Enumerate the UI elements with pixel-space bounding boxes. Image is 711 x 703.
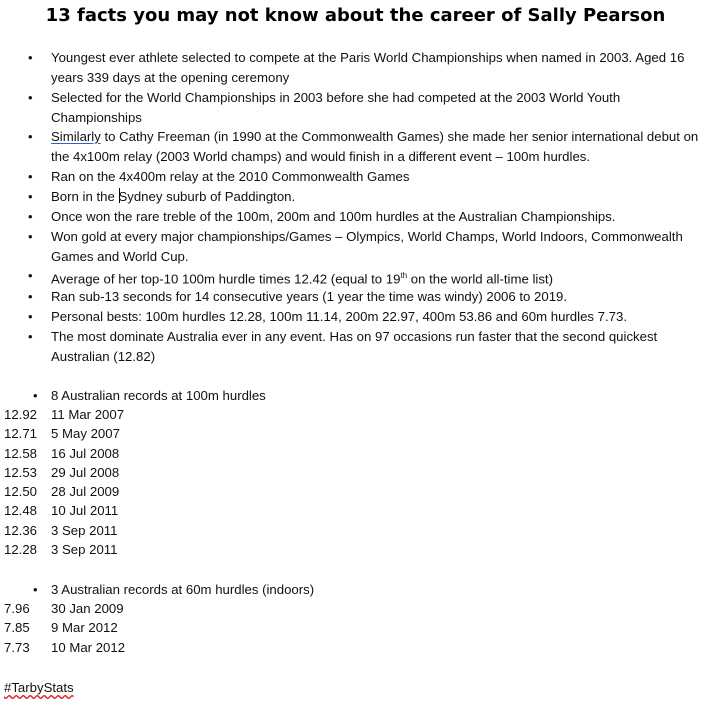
fact-text: Ran sub-13 seconds for 14 consecutive years (1 year the time was windy) 2006 to 2019. <box>51 289 568 304</box>
record-date: 9 Mar 2012 <box>51 620 118 635</box>
record-date: 30 Jan 2009 <box>51 601 124 616</box>
bullet-icon: • <box>28 329 33 344</box>
fact-text-part: Born in the <box>51 189 119 204</box>
record-time: 12.48 <box>4 503 38 518</box>
record-time: 7.85 <box>4 620 30 635</box>
bullet-icon: • <box>33 582 38 597</box>
fact-text: Selected for the World Championships in 2003 before she had competed at the 2003 World Youth Championships <box>51 90 621 125</box>
bullet-icon: • <box>28 268 33 283</box>
bullet-icon: • <box>28 209 33 224</box>
record-time: 12.58 <box>4 446 38 461</box>
record-date: 29 Jul 2008 <box>51 465 120 480</box>
record-time: 12.53 <box>4 465 38 480</box>
record-time: 12.71 <box>4 426 38 441</box>
fact-text-rest: to Cathy Freeman (in 1990 at the Commonwealth Games) she made her senior international debut on the 4x100m relay (2003 World champs) and would finish in a different event – 100m hurdles. <box>51 129 699 164</box>
bullet-icon: • <box>28 129 33 144</box>
fact-text <box>51 127 699 166</box>
bullet-icon: • <box>28 90 33 105</box>
bullet-icon: • <box>28 189 33 204</box>
fact-text <box>51 266 699 289</box>
bullet-icon: • <box>28 289 33 304</box>
fact-text: Personal bests: 100m hurdles 12.28, 100m 11.14, 200m 22.97, 400m 53.86 and 60m hurdles 7.73. <box>51 309 627 324</box>
record-time: 12.92 <box>4 407 38 422</box>
fact-text-part: Sydney suburb of Paddington. <box>118 189 296 204</box>
fact-text-part: on the world all-time list) <box>407 271 553 287</box>
record-date: 5 May 2007 <box>51 426 120 441</box>
record-date: 3 Sep 2011 <box>51 523 118 538</box>
record-date: 3 Sep 2011 <box>51 542 118 557</box>
document-title: 13 facts you may not know about the career of Sally Pearson <box>45 5 666 26</box>
fact-text: Ran on the 4x400m relay at the 2010 Commonwealth Games <box>51 169 410 184</box>
bullet-icon: • <box>28 50 33 65</box>
fact-text <box>51 187 699 207</box>
bullet-icon: • <box>28 309 33 324</box>
record-date: 10 Jul 2011 <box>51 503 119 518</box>
record-time: 12.28 <box>4 542 38 557</box>
fact-text: The most dominate Australia ever in any event. Has on 97 occasions run faster that the second quickest Australian (12.82) <box>51 329 658 364</box>
bullet-icon: • <box>33 388 38 403</box>
record-time: 7.73 <box>4 640 30 655</box>
record-time: 7.96 <box>4 601 30 616</box>
records-heading-text: 8 Australian records at 100m hurdles <box>51 388 266 403</box>
grammar-flagged-word[interactable]: Similarly <box>51 129 101 144</box>
record-date: 10 Mar 2012 <box>51 640 126 655</box>
fact-text: Once won the rare treble of the 100m, 200m and 100m hurdles at the Australian Championships. <box>51 209 616 224</box>
fact-text-part: Average of her top-10 100m hurdle times 12.42 (equal to 19 <box>51 271 401 287</box>
fact-text: Youngest ever athlete selected to compete at the Paris World Championships when named in 2003. Aged 16 years 339 days at the opening ceremony <box>51 50 685 85</box>
bullet-icon: • <box>28 229 33 244</box>
record-time: 12.50 <box>4 484 38 499</box>
fact-text: Won gold at every major championships/Games – Olympics, World Champs, World Indoors, Commonwealth Games and World Cup. <box>51 229 683 264</box>
record-date: 11 Mar 2007 <box>51 407 125 422</box>
record-date: 16 Jul 2008 <box>51 446 120 461</box>
bullet-icon: • <box>28 169 33 184</box>
record-time: 12.36 <box>4 523 38 538</box>
superscript: th <box>400 271 408 280</box>
record-date: 28 Jul 2009 <box>51 484 120 499</box>
records-heading-text: 3 Australian records at 60m hurdles (indoors) <box>51 582 315 597</box>
hashtag: #TarbyStats <box>4 680 74 695</box>
